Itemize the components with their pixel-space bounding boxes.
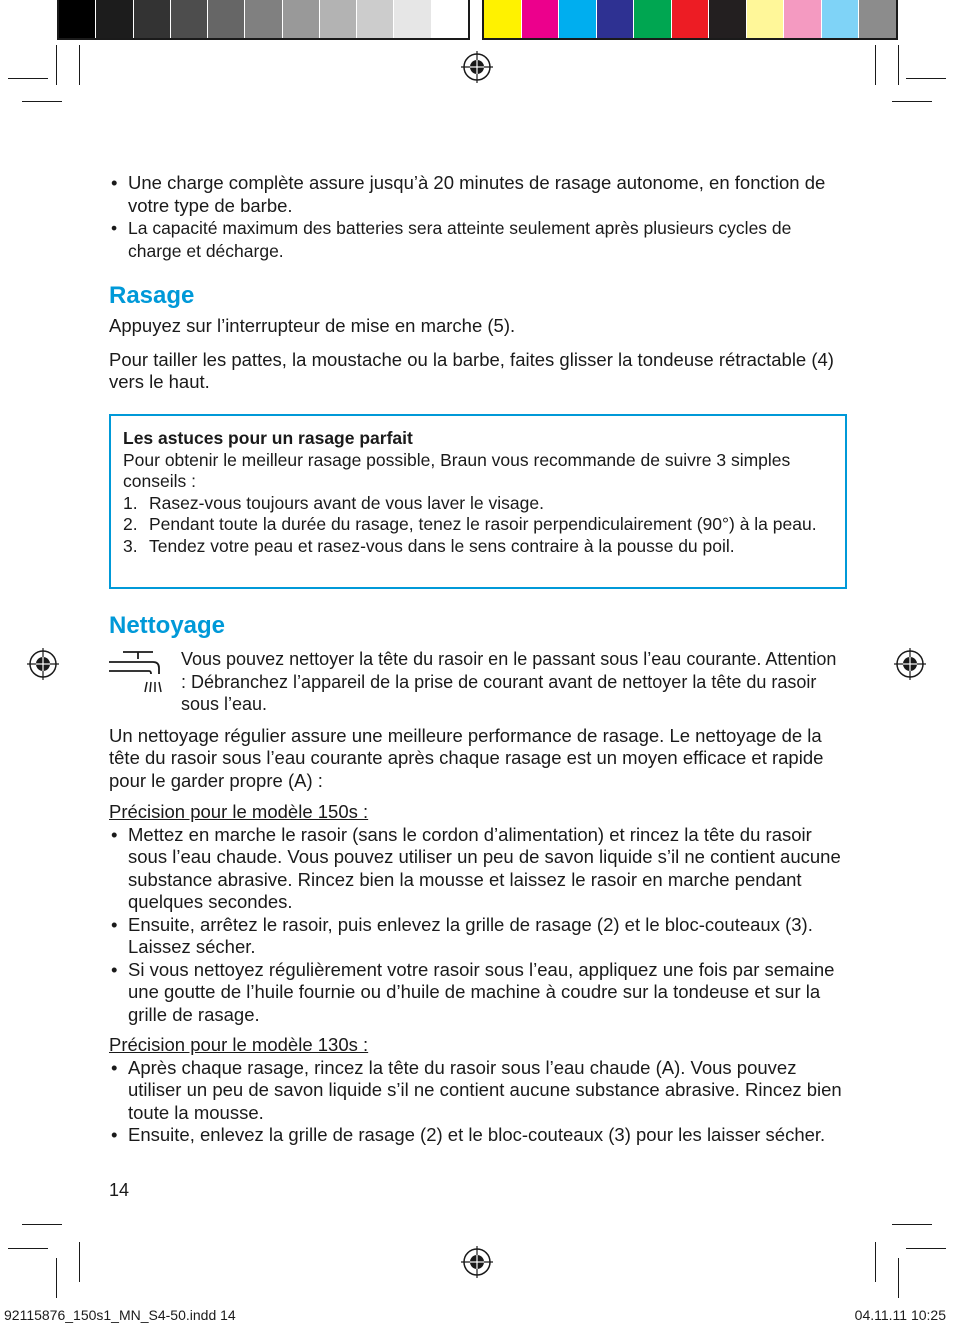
crop-mark [875,1242,876,1282]
footer-timestamp: 04.11.11 10:25 [854,1307,946,1323]
list-item: • Une charge complète assure jusqu’à 20 minutes de rasage autonome, en fonction de votre type de barbe. [109,172,846,217]
crop-mark [906,1248,946,1249]
list-item: • Mettez en marche le rasoir (sans le cordon d’alimentation) et rincez la tête du rasoir sous l’eau chaude. Vous pouvez utiliser un peu de savon liquide s’il ne contient aucune substance abrasive. Rincez bien la mousse et laissez le rasoir en marche pendant quelques secondes. [109,824,846,914]
crop-mark [8,78,48,79]
color-swatch [208,0,245,38]
process-color-bar [482,0,898,40]
color-swatch [747,0,785,38]
paragraph: Pour tailler les pattes, la moustache ou la barbe, faites glisser la tondeuse rétractable (4) vers le haut. [109,348,834,392]
list-item: • La capacité maximum des batteries sera atteinte seulement après plusieurs cycles de charge et décharge. [109,217,846,262]
list-text: Tendez votre peau et rasez-vous dans le sens contraire à la pousse du poil. [149,535,735,556]
crop-mark [56,1258,57,1298]
color-swatch [432,0,468,38]
grayscale-color-bar [57,0,470,40]
color-swatch [672,0,710,38]
crop-mark [892,101,932,102]
crop-mark [875,45,876,85]
color-swatch [59,0,96,38]
crop-mark [79,45,80,85]
list-item [123,536,833,558]
list-number: 1. [123,492,138,513]
faucet-icon [109,650,165,700]
crop-mark [56,45,57,85]
crop-mark [898,1258,899,1298]
color-swatch [784,0,822,38]
color-swatch [357,0,394,38]
tips-box [109,414,847,589]
list-item: • Si vous nettoyez régulièrement votre rasoir sous l’eau, appliquez une fois par semaine une goutte de l’huile fournie ou d’huile de machine à coudre sur la tondeuse et sur la grille de rasage. [109,959,846,1027]
rasage-section [109,282,846,394]
list-item: • Ensuite, enlevez la grille de rasage (2) et le bloc-couteaux (3) pour les laisser sécher. [109,1124,846,1147]
tips-title: Les astuces pour un rasage parfait [123,428,413,448]
color-swatch [171,0,208,38]
color-swatch [484,0,522,38]
crop-mark [79,1242,80,1282]
color-swatch [283,0,320,38]
color-swatch [822,0,860,38]
color-swatch [245,0,282,38]
registration-mark-icon [461,51,493,83]
tips-intro: Pour obtenir le meilleur rasage possible, Braun vous recommande de suivre 3 simples conseils : [123,449,791,491]
crop-mark [22,1224,62,1225]
section-heading: Rasage [109,282,195,309]
color-swatch [394,0,431,38]
list-item [123,514,833,536]
paragraph: Vous pouvez nettoyer la tête du rasoir en le passant sous l’eau courante. Attention : Débranchez l’appareil de la prise de courant avant de nettoyer la tête du rasoir sous l’eau. [181,649,837,714]
color-swatch [96,0,133,38]
list-number: 3. [123,535,138,556]
color-swatch [709,0,747,38]
intro-section [109,172,846,262]
registration-mark-icon [894,648,926,680]
list-number: 2. [123,514,138,534]
list-item: • Après chaque rasage, rincez la tête du rasoir sous l’eau chaude (A). Vous pouvez utiliser un peu de savon liquide s’il ne contient aucune substance abrasive. Rincez bien toute la mousse. [109,1057,846,1125]
color-swatch [522,0,560,38]
crop-mark [898,45,899,85]
color-swatch [134,0,171,38]
color-swatch [320,0,357,38]
list-text: Pendant toute la durée du rasage, tenez le rasoir perpendiculairement (90°) à la peau. [149,514,817,534]
color-swatch [634,0,672,38]
color-swatch [597,0,635,38]
list-item [123,493,833,515]
crop-mark [8,1248,48,1249]
footer-file-info: 92115876_150s1_MN_S4-50.indd 14 [4,1307,236,1323]
color-swatch [859,0,896,38]
registration-mark-icon [27,648,59,680]
section-heading: Nettoyage [109,612,226,639]
registration-mark-icon [461,1246,493,1278]
list-item: • Ensuite, arrêtez le rasoir, puis enlevez la grille de rasage (2) et le bloc-couteaux (3). Laissez sécher. [109,914,846,959]
subheading-150s: Précision pour le modèle 150s : [109,801,369,822]
nettoyage-section [109,612,846,1147]
list-text: Rasez-vous toujours avant de vous laver le visage. [149,492,544,513]
color-swatch [559,0,597,38]
crop-mark [22,101,62,102]
paragraph: Appuyez sur l’interrupteur de mise en marche (5). [109,315,516,336]
subheading-130s: Précision pour le modèle 130s : [109,1034,369,1055]
crop-mark [906,78,946,79]
crop-mark [892,1224,932,1225]
paragraph: Un nettoyage régulier assure une meilleure performance de rasage. Le nettoyage de la tête du rasoir sous l’eau courante après chaque rasage est un moyen efficace et rapide pour le garder propre (A) : [109,724,824,791]
page-number: 14 [109,1180,130,1200]
